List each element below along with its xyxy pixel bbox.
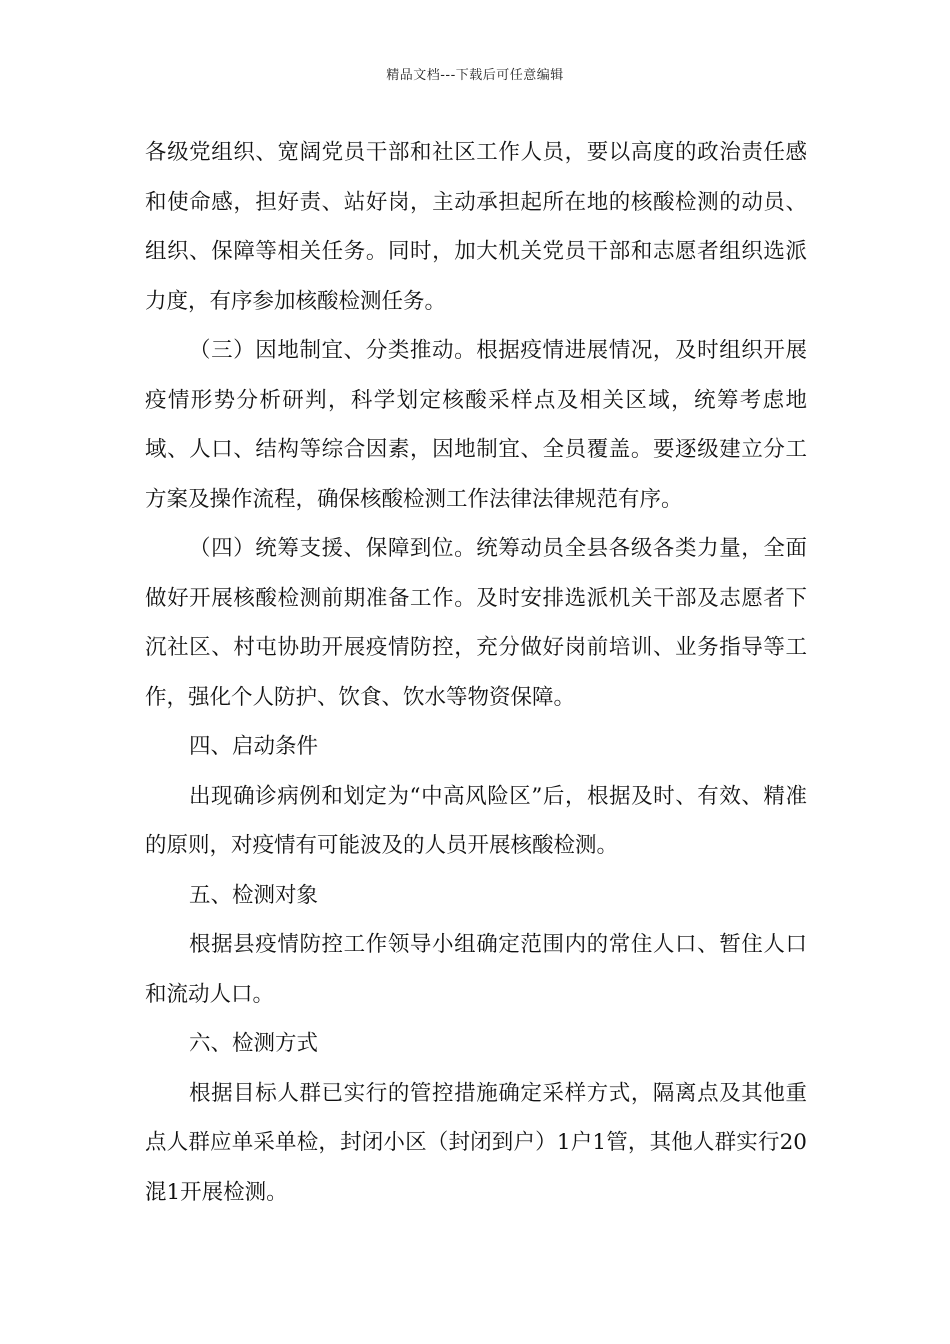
paragraph-test-subjects: 根据县疫情防控工作领导小组确定范围内的常住人口、暂住人口和流动人口。 (145, 932, 807, 1007)
paragraph-start-conditions: 出现确诊病例和划定为“中高风险区”后，根据及时、有效、精准的原则，对疫情有可能波及的人员开展核酸检测。 (145, 783, 807, 858)
paragraph-section-four: （四）统筹支援、保障到位。统筹动员全县各级各类力量，全面做好开展核酸检测前期准备工作。及时安排选派机关干部及志愿者下沉社区、村屯协助开展疫情防控，充分做好岗前培训、业务指导等工作，强化个人防护、饮食、饮水等物资保障。 (145, 536, 807, 710)
heading-test-method: 六、检测方式 (189, 1031, 319, 1056)
paragraph-section-three: （三）因地制宜、分类推动。根据疫情进展情况，及时组织开展疫情形势分析研判，科学划定核酸采样点及相关区域，统筹考虑地域、人口、结构等综合因素，因地制宜、全员覆盖。要逐级建立分工方案及操作流程，确保核酸检测工作法律法律规范有序。 (145, 338, 807, 512)
paragraph-party-organizations: 各级党组织、宽阔党员干部和社区工作人员，要以高度的政治责任感和使命感，担好责、站好岗，主动承担起所在地的核酸检测的动员、组织、保障等相关任务。同时，加大机关党员干部和志愿者组织选派力度，有序参加核酸检测任务。 (145, 140, 807, 314)
heading-start-conditions: 四、启动条件 (189, 734, 319, 759)
page-header: 精品文档---下载后可任意编辑 (386, 68, 564, 83)
document-body (145, 128, 807, 1217)
paragraph-test-method: 根据目标人群已实行的管控措施确定采样方式，隔离点及其他重点人群应单采单检，封闭小区（封闭到户）1户1管，其他人群实行20混1开展检测。 (145, 1080, 807, 1205)
heading-test-subjects: 五、检测对象 (189, 882, 319, 908)
